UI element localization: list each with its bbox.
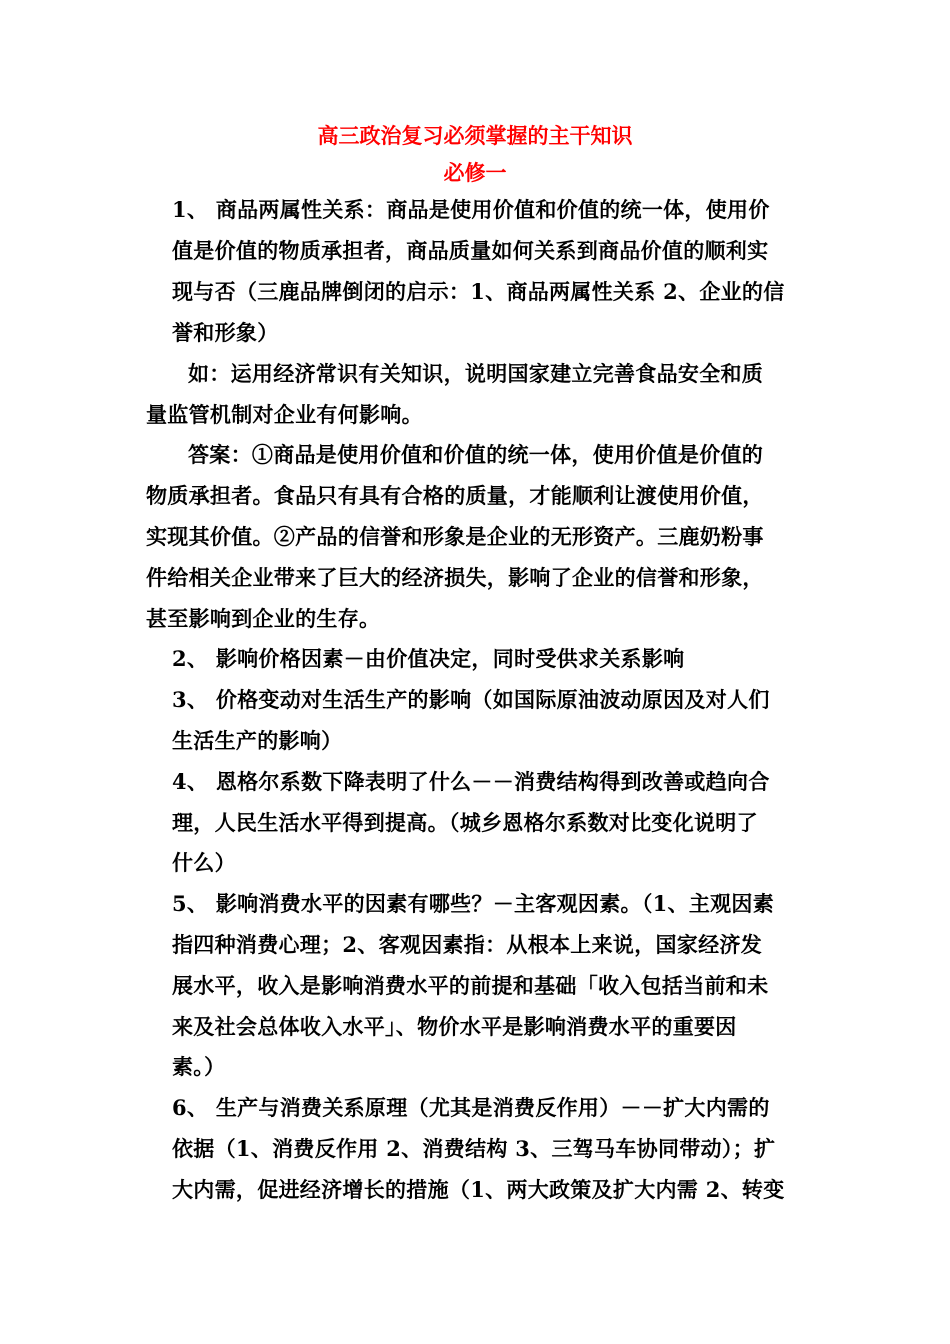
paragraph-line: 6、 生产与消费关系原理（尤其是消费反作用）－－扩大内需的 (172, 1095, 770, 1120)
paragraph-line: 生活生产的影响） (172, 728, 343, 753)
paragraph-line: 来及社会总体收入水平」、物价水平是影响消费水平的重要因 (172, 1014, 737, 1039)
paragraph-line: 展水平，收入是影响消费水平的前提和基础「收入包括当前和未 (172, 973, 769, 998)
paragraph-line: 量监管机制对企业有何影响。 (146, 402, 423, 427)
paragraph-line: 理，人民生活水平得到提高。（城乡恩格尔系数对比变化说明了 (172, 810, 758, 835)
paragraph-line: 件给相关企业带来了巨大的经济损失，影响了企业的信誉和形象， (146, 565, 764, 590)
paragraph-line: 5、 影响消费水平的因素有哪些？－主客观因素。（1、主观因素 (172, 891, 775, 916)
paragraph-line: 素。） (172, 1054, 226, 1079)
paragraph-line: 大内需，促进经济增长的措施（1、两大政策及扩大内需 2、转变 (172, 1177, 785, 1202)
paragraph-line: 答案：①商品是使用价值和价值的统一体，使用价值是价值的 (188, 442, 764, 467)
paragraph-line: 甚至影响到企业的生存。 (146, 606, 381, 631)
paragraph-line: 4、 恩格尔系数下降表明了什么－－消费结构得到改善或趋向合 (172, 769, 770, 794)
paragraph-line: 如：运用经济常识有关知识，说明国家建立完善食品安全和质 (188, 361, 764, 386)
paragraph-line: 实现其价值。②产品的信誉和形象是企业的无形资产。三鹿奶粉事 (146, 524, 764, 549)
paragraph-line: 2、 影响价格因素－由价值决定，同时受供求关系影响 (172, 646, 685, 671)
document-title: 高三政治复习必须掌握的主干知识 (317, 123, 633, 148)
paragraph-line: 指四种消费心理；2、客观因素指：从根本上来说，国家经济发 (172, 932, 763, 957)
paragraph-line: 依据（1、消费反作用 2、消费结构 3、三驾马车协同带动）；扩 (172, 1136, 776, 1161)
paragraph-line: 3、 价格变动对生活生产的影响（如国际原油波动原因及对人们 (172, 687, 770, 712)
paragraph-line: 什么） (172, 850, 236, 875)
paragraph-line: 誉和形象） (172, 320, 279, 345)
paragraph-line: 1、 商品两属性关系：商品是使用价值和价值的统一体，使用价 (172, 197, 770, 222)
paragraph-line: 现与否（三鹿品牌倒闭的启示：1、商品两属性关系 2、企业的信 (172, 279, 785, 304)
paragraph-line: 物质承担者。食品只有具有合格的质量，才能顺利让渡使用价值， (146, 483, 764, 508)
paragraph-line: 值是价值的物质承担者，商品质量如何关系到商品价值的顺利实 (172, 238, 769, 263)
document-subtitle: 必修一 (443, 160, 507, 185)
